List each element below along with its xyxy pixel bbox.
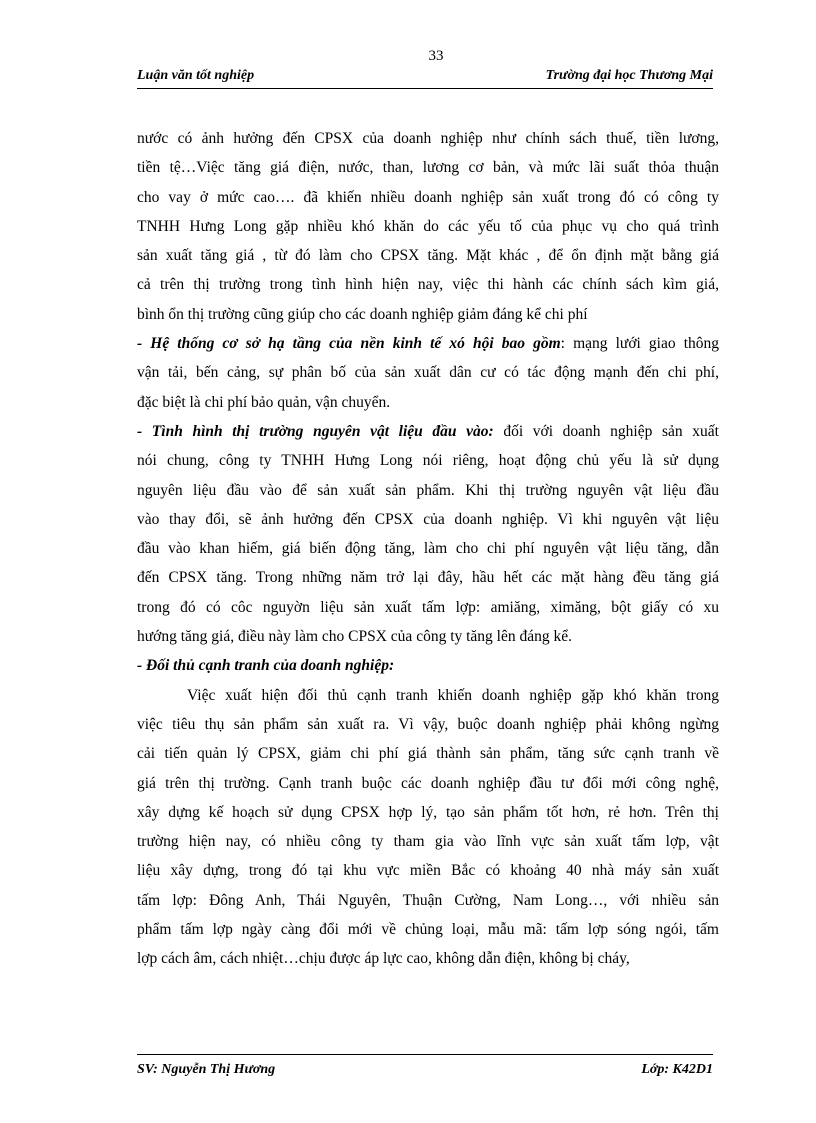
text-line: xây dựng kế hoạch sử dụng CPSX hợp lý, tạo sản phẩm tốt hơn, rẻ hơn. Trên thị bbox=[137, 803, 719, 821]
text-line: hướng tăng giá, điều này làm cho CPSX của công ty tăng lên đáng kể. bbox=[137, 628, 573, 646]
text-line: đầu vào khan hiếm, giá biến động tăng, làm cho chi phí nguyên vật liệu tăng, dẫn bbox=[137, 540, 719, 558]
footer-student-name: SV: Nguyễn Thị Hương bbox=[137, 1062, 276, 1077]
text-line: cải tiến quản lý CPSX, giảm chi phí giá thành sản phẩm, tăng sức cạnh tranh về bbox=[137, 745, 719, 763]
section-heading-materials-market: - Tình hình thị trường nguyên vật liệu đầu vào: bbox=[137, 422, 494, 440]
text-fragment: đối với doanh nghiệp sản xuất bbox=[493, 422, 719, 440]
text-line: Việc xuất hiện đối thủ cạnh tranh khiến doanh nghiệp gặp khó khăn trong bbox=[187, 686, 719, 704]
text-line: trường hiện nay, có nhiều công ty tham gia vào lĩnh vực sản xuất tấm lợp, vật bbox=[137, 833, 719, 851]
text-line: nước có ảnh hưởng đến CPSX của doanh nghiệp như chính sách thuế, tiền lương, bbox=[137, 130, 719, 147]
text-line: phẩm tấm lợp ngày càng đổi mới về chủng loại, mẫu mã: tấm lợp sóng ngói, tấm bbox=[137, 921, 719, 939]
text-line: giá trên thị trường. Cạnh tranh buộc các doanh nghiệp đầu tư đổi mới công nghệ, bbox=[137, 774, 719, 792]
text-line: trong đó có côc nguyờn liệu sản xuất tấm lợp: amiăng, ximăng, bột giấy có xu bbox=[137, 598, 719, 616]
footer-class: Lớp: K42D1 bbox=[641, 1062, 713, 1077]
heading-colon: : bbox=[388, 657, 395, 675]
text-line bbox=[137, 329, 719, 358]
text-line: cho vay ở mức cao…. đã khiến nhiều doanh nghiệp sản xuất trong đó có công ty bbox=[137, 188, 719, 206]
text-line: tiền tệ…Việc tăng giá điện, nước, than, lương cơ bản, và mức lãi suất thỏa thuận bbox=[137, 159, 719, 177]
text-line: TNHH Hưng Long gặp nhiều khó khăn do các yếu tố của phục vụ cho quá trình bbox=[137, 217, 719, 235]
page-number: 33 bbox=[428, 48, 444, 64]
text-line: cả trên thị trường trong tình hình hiện nay, việc thi hành các chính sách kìm giá, bbox=[137, 276, 719, 294]
text-line bbox=[137, 651, 719, 680]
text-line: lợp cách âm, cách nhiệt…chịu được áp lực cao, không dẫn điện, không bị cháy, bbox=[137, 950, 630, 968]
text-line: đến CPSX tăng. Trong những năm trở lại đây, hầu hết các mặt hàng đều tăng giá bbox=[137, 569, 719, 587]
section-heading-competitors: - Đối thủ cạnh tranh của doanh nghiệp bbox=[137, 657, 389, 675]
body-text bbox=[137, 124, 719, 974]
text-line: nguyên liệu đầu vào để sản xuất sản phẩm. Khi thị trường nguyên vật liệu đầu bbox=[137, 481, 719, 499]
text-line: vận tải, bến cảng, sự phân bố của sản xuất dân cư có tác động mạnh đến chi phí, bbox=[137, 364, 719, 382]
text-fragment: : mạng lưới giao thông bbox=[560, 335, 719, 353]
text-line: vào thay đổi, sẽ ảnh hưởng đến CPSX của doanh nghiệp. Vì khi nguyên vật liệu bbox=[137, 510, 719, 528]
page-header bbox=[137, 66, 713, 89]
text-line: nói chung, công ty TNHH Hưng Long nói riêng, hoạt động chủ yếu là sử dụng bbox=[137, 452, 719, 470]
page-footer bbox=[137, 1054, 713, 1085]
text-line: liệu xây dựng, trong đó tại khu vực miền Bắc có khoảng 40 nhà máy sản xuất bbox=[137, 862, 719, 880]
header-university: Trường đại học Thương Mại bbox=[545, 68, 713, 83]
text-line: tấm lợp: Đông Anh, Thái Nguyên, Thuận Cường, Nam Long…, với nhiều sản bbox=[137, 891, 719, 909]
text-line: việc tiêu thụ sản phẩm sản xuất ra. Vì vậy, buộc doanh nghiệp phải không ngừng bbox=[137, 715, 719, 733]
text-line: đặc biệt là chi phí bảo quản, vận chuyển. bbox=[137, 393, 391, 411]
text-line: bình ổn thị trường cũng giúp cho các doanh nghiệp giảm đáng kể chi phí bbox=[137, 305, 588, 323]
section-heading-infrastructure: - Hệ thống cơ sở hạ tầng của nền kinh tế xó hội bao gồm bbox=[137, 335, 561, 353]
text-line bbox=[137, 417, 719, 446]
text-line: sản xuất tăng giá , từ đó làm cho CPSX tăng. Mặt khác , để ổn định mặt bằng giá bbox=[137, 247, 719, 265]
header-thesis-title: Luận văn tốt nghiệp bbox=[137, 68, 255, 83]
